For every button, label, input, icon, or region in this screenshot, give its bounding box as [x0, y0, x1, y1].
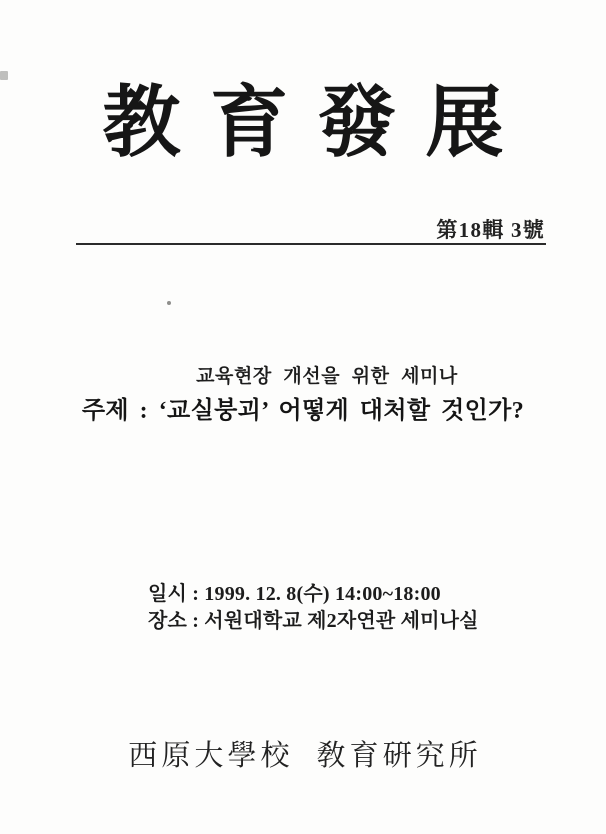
seminar-label: 교육현장 개선을 위한 세미나 [196, 366, 458, 387]
issue-number: 第18輯 3號 [436, 218, 545, 242]
scan-artifact-dash [0, 71, 8, 80]
publisher-name: 西原大學校 敎育硏究所 [128, 740, 482, 772]
event-venue: 장소 : 서원대학교 제2자연관 세미나실 [148, 610, 479, 632]
journal-title: 教育發展 [102, 79, 534, 166]
seminar-topic: 주제 : ‘교실붕괴’ 어떻게 대처할 것인가? [81, 398, 525, 424]
divider-rule [76, 243, 546, 245]
scan-artifact-speck [167, 301, 171, 305]
event-datetime: 일시 : 1999. 12. 8(수) 14:00~18:00 [148, 583, 441, 605]
event-details [148, 581, 479, 635]
